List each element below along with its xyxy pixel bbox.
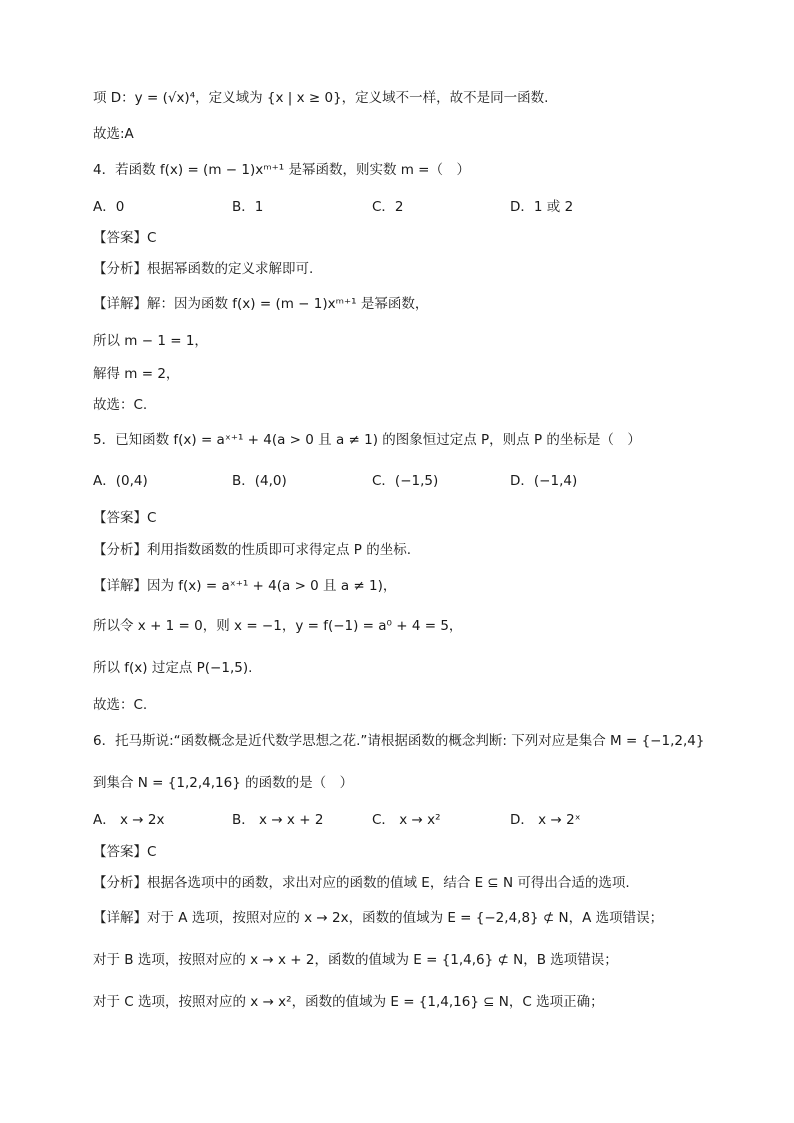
question-4: 4．若函数 f(x) = (m − 1)xᵐ⁺¹ 是幂函数，则实数 m =（ ） (93, 162, 470, 178)
option-a: A．(0,4) (93, 473, 148, 489)
solution-step: 解得 m = 2， (93, 366, 180, 382)
question-6: 6．托马斯说:“函数概念是近代数学思想之花.”请根据函数的概念判断: 下列对应是集合 M = {−1,2,4} (93, 733, 705, 749)
option-c: C．2 (372, 199, 404, 215)
detail-label: 【详解】对于 A 选项，按照对应的 x → 2x，函数的值域为 E = {−2,4,8} ⊄ N，A 选项错误； (93, 910, 664, 926)
solution-step: 对于 B 选项，按照对应的 x → x + 2，函数的值域为 E = {1,4,6} ⊄ N，B 选项错误； (93, 952, 618, 968)
option-d: D．1 或 2 (510, 199, 574, 215)
answer-label: 【答案】C (93, 510, 157, 526)
question-5-options (93, 471, 713, 491)
detail-label: 【详解】因为 f(x) = aˣ⁺¹ + 4(a > 0 且 a ≠ 1)， (93, 578, 397, 594)
option-a: A．0 (93, 199, 125, 215)
option-b: B．1 (232, 199, 264, 215)
solution-step: 故选：C. (93, 697, 148, 713)
question-4-options (93, 197, 713, 217)
solution-step: 所以令 x + 1 = 0，则 x = −1，y = f(−1) = a⁰ + 4 = 5， (93, 618, 463, 634)
option-d-explanation: 项 D：y = (√x)⁴，定义域为 {x | x ≥ 0}，定义域不一样，故不是同一函数. (93, 90, 549, 106)
answer-label: 【答案】C (93, 844, 157, 860)
choice-line: 故选:A (93, 126, 134, 142)
solution-step: 对于 C 选项，按照对应的 x → x²，函数的值域为 E = {1,4,16} ⊆ N，C 选项正确； (93, 994, 604, 1010)
question-5: 5．已知函数 f(x) = aˣ⁺¹ + 4(a > 0 且 a ≠ 1) 的图象恒过定点 P，则点 P 的坐标是（ ） (93, 432, 641, 448)
option-d: D． x → 2ˣ (510, 812, 581, 828)
solution-step: 所以 f(x) 过定点 P(−1,5). (93, 660, 253, 676)
option-c: C． x → x² (372, 812, 441, 828)
option-d: D．(−1,4) (510, 473, 578, 489)
option-a: A． x → 2x (93, 812, 165, 828)
analysis-label: 【分析】利用指数函数的性质即可求得定点 P 的坐标. (93, 542, 412, 558)
detail-label: 【详解】解：因为函数 f(x) = (m − 1)xᵐ⁺¹ 是幂函数， (93, 296, 429, 312)
solution-step: 所以 m − 1 = 1， (93, 333, 208, 349)
question-6-options (93, 810, 713, 830)
solution-step: 故选：C. (93, 397, 148, 413)
answer-label: 【答案】C (93, 230, 157, 246)
question-6-cont: 到集合 N = {1,2,4,16} 的函数的是（ ） (93, 775, 354, 791)
option-b: B． x → x + 2 (232, 812, 324, 828)
option-b: B．(4,0) (232, 473, 287, 489)
analysis-label: 【分析】根据各选项中的函数，求出对应的函数的值域 E，结合 E ⊆ N 可得出合适的选项. (93, 875, 630, 891)
option-c: C．(−1,5) (372, 473, 439, 489)
analysis-label: 【分析】根据幂函数的定义求解即可. (93, 261, 314, 277)
